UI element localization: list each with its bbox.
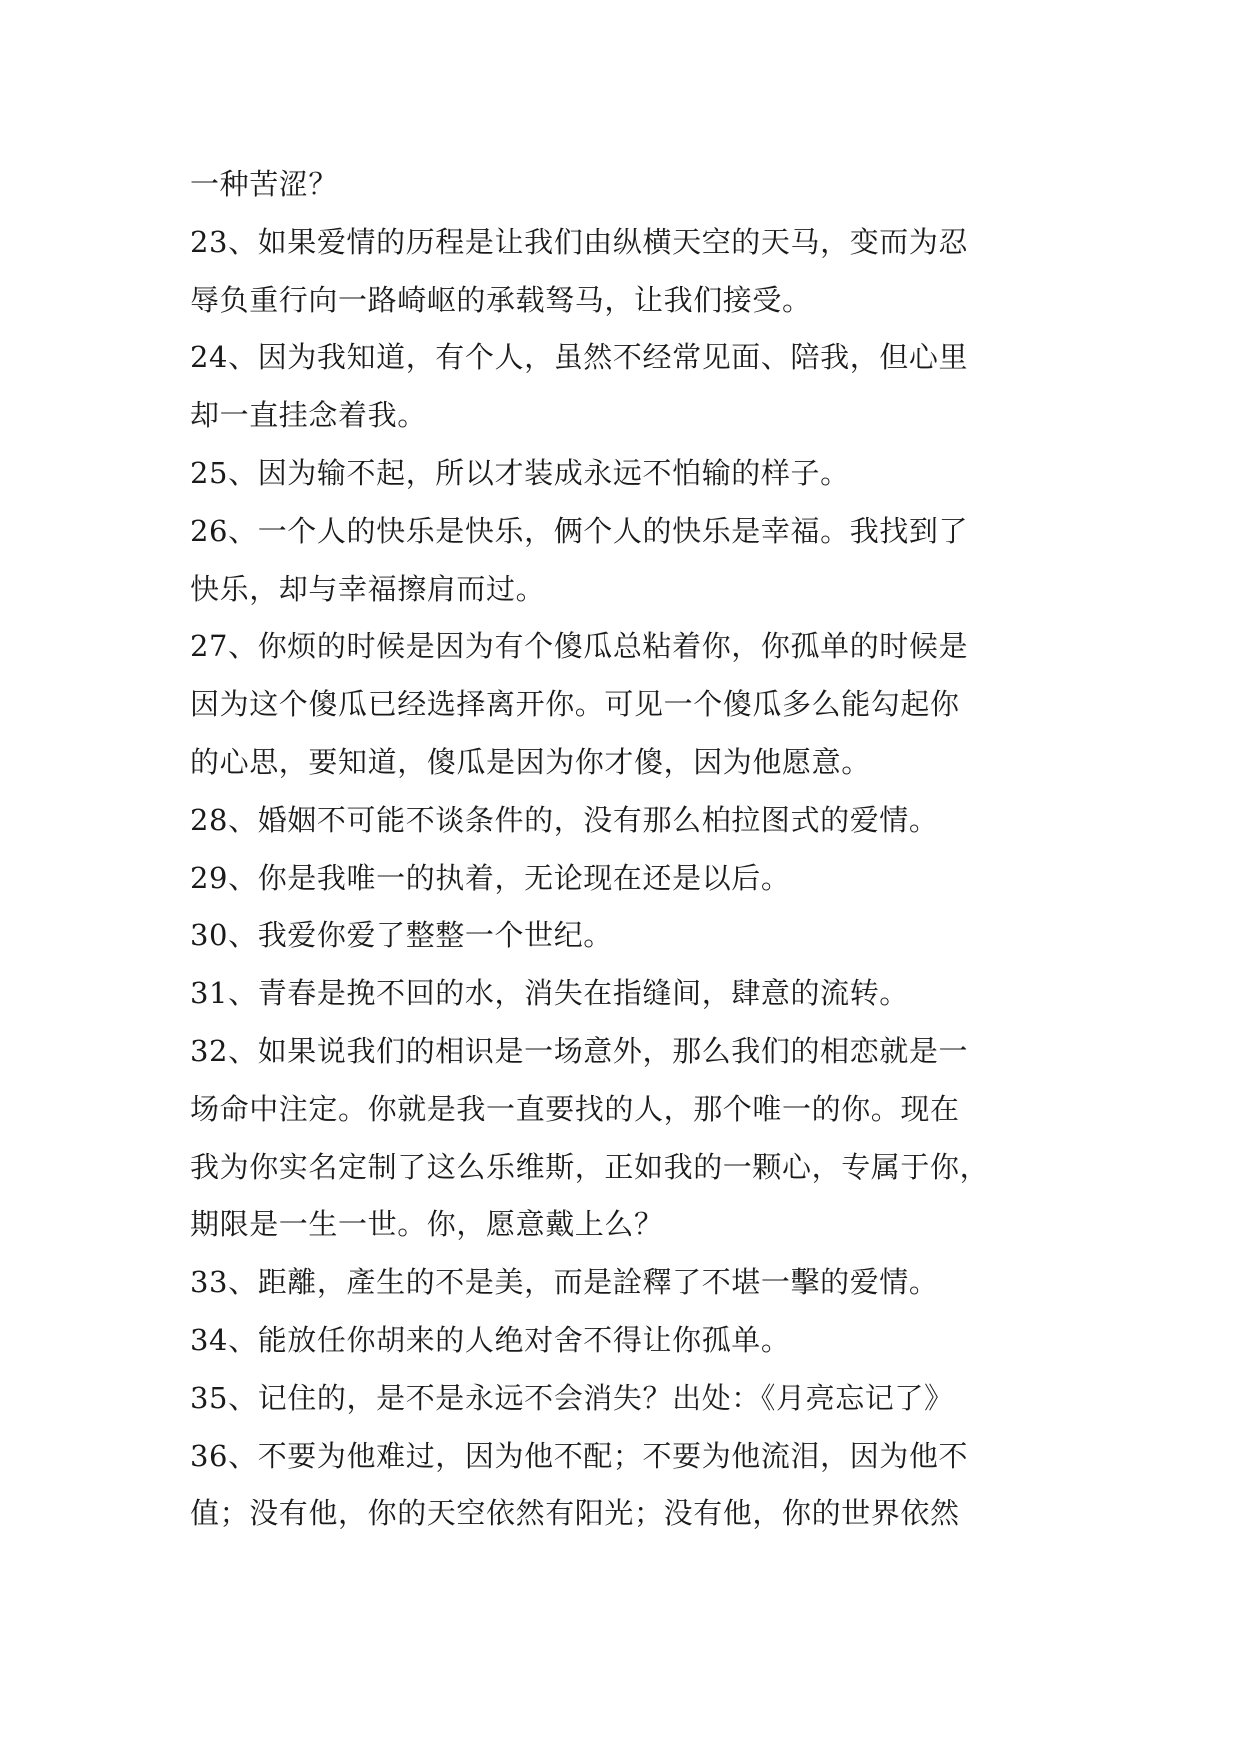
text-line: 一种苦涩？ (190, 167, 339, 201)
text-line: 值；没有他，你的天空依然有阳光；没有他，你的世界依然 (190, 1496, 960, 1531)
text-line: 31、青春是挽不回的水，消失在指缝间，肆意的流转。 (190, 976, 909, 1011)
text-line: 32、如果说我们的相识是一场意外，那么我们的相恋就是一 (190, 1033, 969, 1068)
document-body (190, 156, 1060, 1543)
text-line: 26、一个人的快乐是快乐，俩个人的快乐是幸福。我找到了 (190, 513, 969, 548)
text-line: 辱负重行向一路崎岖的承载驽马，让我们接受。 (190, 282, 812, 317)
text-line: 快乐，却与幸福擦肩而过。 (190, 571, 546, 606)
text-line: 29、你是我唯一的执着，无论现在还是以后。 (190, 860, 791, 895)
text-line: 25、因为输不起，所以才装成永远不怕输的样子。 (190, 455, 850, 490)
text-line: 的心思，要知道，傻瓜是因为你才傻，因为他愿意。 (190, 744, 871, 779)
text-line: 因为这个傻瓜已经选择离开你。可见一个傻瓜多么能勾起你 (190, 687, 960, 722)
text-line: 我为你实名定制了这么乐维斯，正如我的一颗心，专属于你， (190, 1149, 990, 1184)
text-line: 30、我爱你爱了整整一个世纪。 (190, 918, 613, 953)
text-line: 36、不要为他难过，因为他不配；不要为他流泪，因为他不 (190, 1438, 969, 1473)
text-line: 34、能放任你胡来的人绝对舍不得让你孤单。 (190, 1322, 791, 1357)
text-line: 23、如果爱情的历程是让我们由纵横天空的天马，变而为忍 (190, 224, 969, 259)
text-line: 27、你烦的时候是因为有个傻瓜总粘着你，你孤单的时候是 (190, 629, 969, 664)
text-line: 却一直挂念着我。 (190, 398, 427, 433)
text-line: 28、婚姻不可能不谈条件的，没有那么柏拉图式的爱情。 (190, 802, 939, 837)
text-line: 33、距離，產生的不是美，而是詮釋了不堪一擊的爱情。 (190, 1265, 939, 1300)
text-line: 35、记住的，是不是永远不会消失？出处：《月亮忘记了》 (190, 1380, 954, 1415)
text-line: 期限是一生一世。你，愿意戴上么？ (190, 1207, 664, 1242)
text-line: 场命中注定。你就是我一直要找的人，那个唯一的你。现在 (190, 1091, 960, 1126)
text-line: 24、因为我知道，有个人，虽然不经常见面、陪我，但心里 (190, 340, 969, 375)
